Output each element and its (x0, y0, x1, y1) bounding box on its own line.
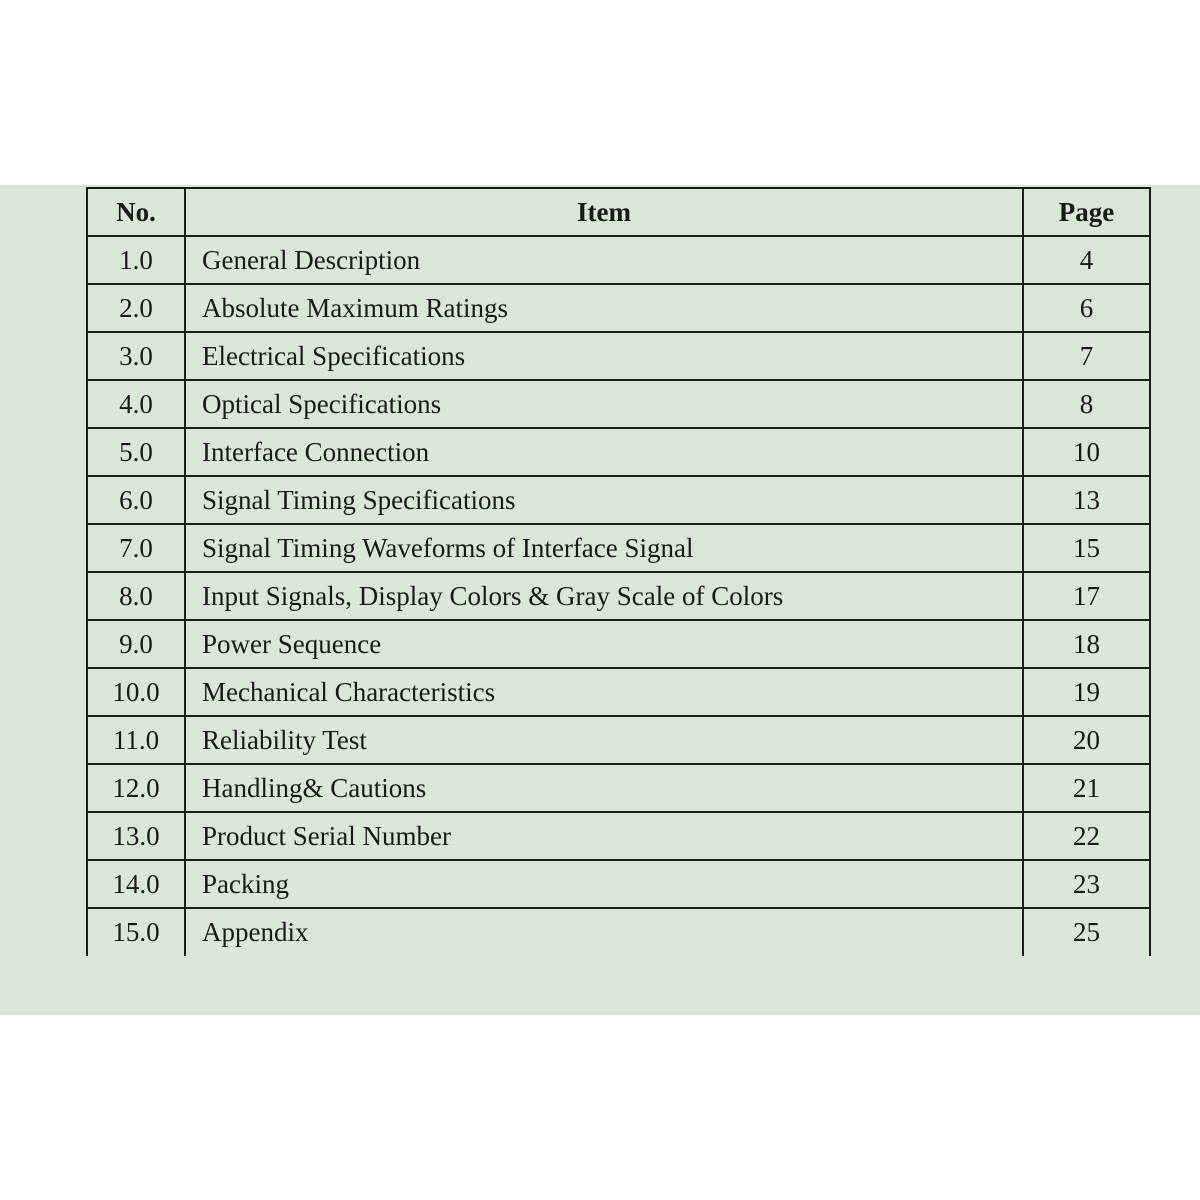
row-item: Signal Timing Waveforms of Interface Signal (185, 524, 1023, 572)
row-number: 5.0 (87, 428, 185, 476)
table-row (87, 524, 1150, 572)
row-item: Handling& Cautions (185, 764, 1023, 812)
row-page: 8 (1023, 380, 1150, 428)
row-item: Absolute Maximum Ratings (185, 284, 1023, 332)
row-number: 11.0 (87, 716, 185, 764)
row-number: 7.0 (87, 524, 185, 572)
row-page: 7 (1023, 332, 1150, 380)
row-number: 12.0 (87, 764, 185, 812)
row-page: 18 (1023, 620, 1150, 668)
row-item: Power Sequence (185, 620, 1023, 668)
row-item: Mechanical Characteristics (185, 668, 1023, 716)
row-page: 25 (1023, 908, 1150, 956)
table-row (87, 428, 1150, 476)
row-page: 22 (1023, 812, 1150, 860)
row-number: 3.0 (87, 332, 185, 380)
row-number: 10.0 (87, 668, 185, 716)
row-number: 15.0 (87, 908, 185, 956)
row-item: Signal Timing Specifications (185, 476, 1023, 524)
table-body (87, 236, 1150, 956)
row-page: 6 (1023, 284, 1150, 332)
row-page: 20 (1023, 716, 1150, 764)
row-item: Electrical Specifications (185, 332, 1023, 380)
row-page: 23 (1023, 860, 1150, 908)
table-row (87, 668, 1150, 716)
row-number: 1.0 (87, 236, 185, 284)
row-item: Reliability Test (185, 716, 1023, 764)
table-row (87, 332, 1150, 380)
row-number: 14.0 (87, 860, 185, 908)
toc-background-band (0, 185, 1200, 1015)
row-number: 2.0 (87, 284, 185, 332)
row-item: General Description (185, 236, 1023, 284)
header-page: Page (1023, 188, 1150, 236)
row-page: 17 (1023, 572, 1150, 620)
header-item: Item (185, 188, 1023, 236)
table-row (87, 716, 1150, 764)
row-item: Packing (185, 860, 1023, 908)
row-number: 13.0 (87, 812, 185, 860)
table-row (87, 476, 1150, 524)
row-number: 6.0 (87, 476, 185, 524)
row-number: 8.0 (87, 572, 185, 620)
row-page: 13 (1023, 476, 1150, 524)
row-page: 10 (1023, 428, 1150, 476)
row-page: 4 (1023, 236, 1150, 284)
row-page: 19 (1023, 668, 1150, 716)
row-page: 15 (1023, 524, 1150, 572)
table-row (87, 620, 1150, 668)
row-number: 9.0 (87, 620, 185, 668)
table-row (87, 764, 1150, 812)
header-no: No. (87, 188, 185, 236)
table-row (87, 236, 1150, 284)
table-row (87, 908, 1150, 956)
table-of-contents (86, 187, 1151, 956)
row-item: Optical Specifications (185, 380, 1023, 428)
table-row (87, 380, 1150, 428)
row-item: Input Signals, Display Colors & Gray Scale of Colors (185, 572, 1023, 620)
row-number: 4.0 (87, 380, 185, 428)
row-item: Interface Connection (185, 428, 1023, 476)
row-item: Appendix (185, 908, 1023, 956)
table-row (87, 860, 1150, 908)
table-row (87, 812, 1150, 860)
row-item: Product Serial Number (185, 812, 1023, 860)
table-header-row (87, 188, 1150, 236)
row-page: 21 (1023, 764, 1150, 812)
table-row (87, 572, 1150, 620)
table-row (87, 284, 1150, 332)
